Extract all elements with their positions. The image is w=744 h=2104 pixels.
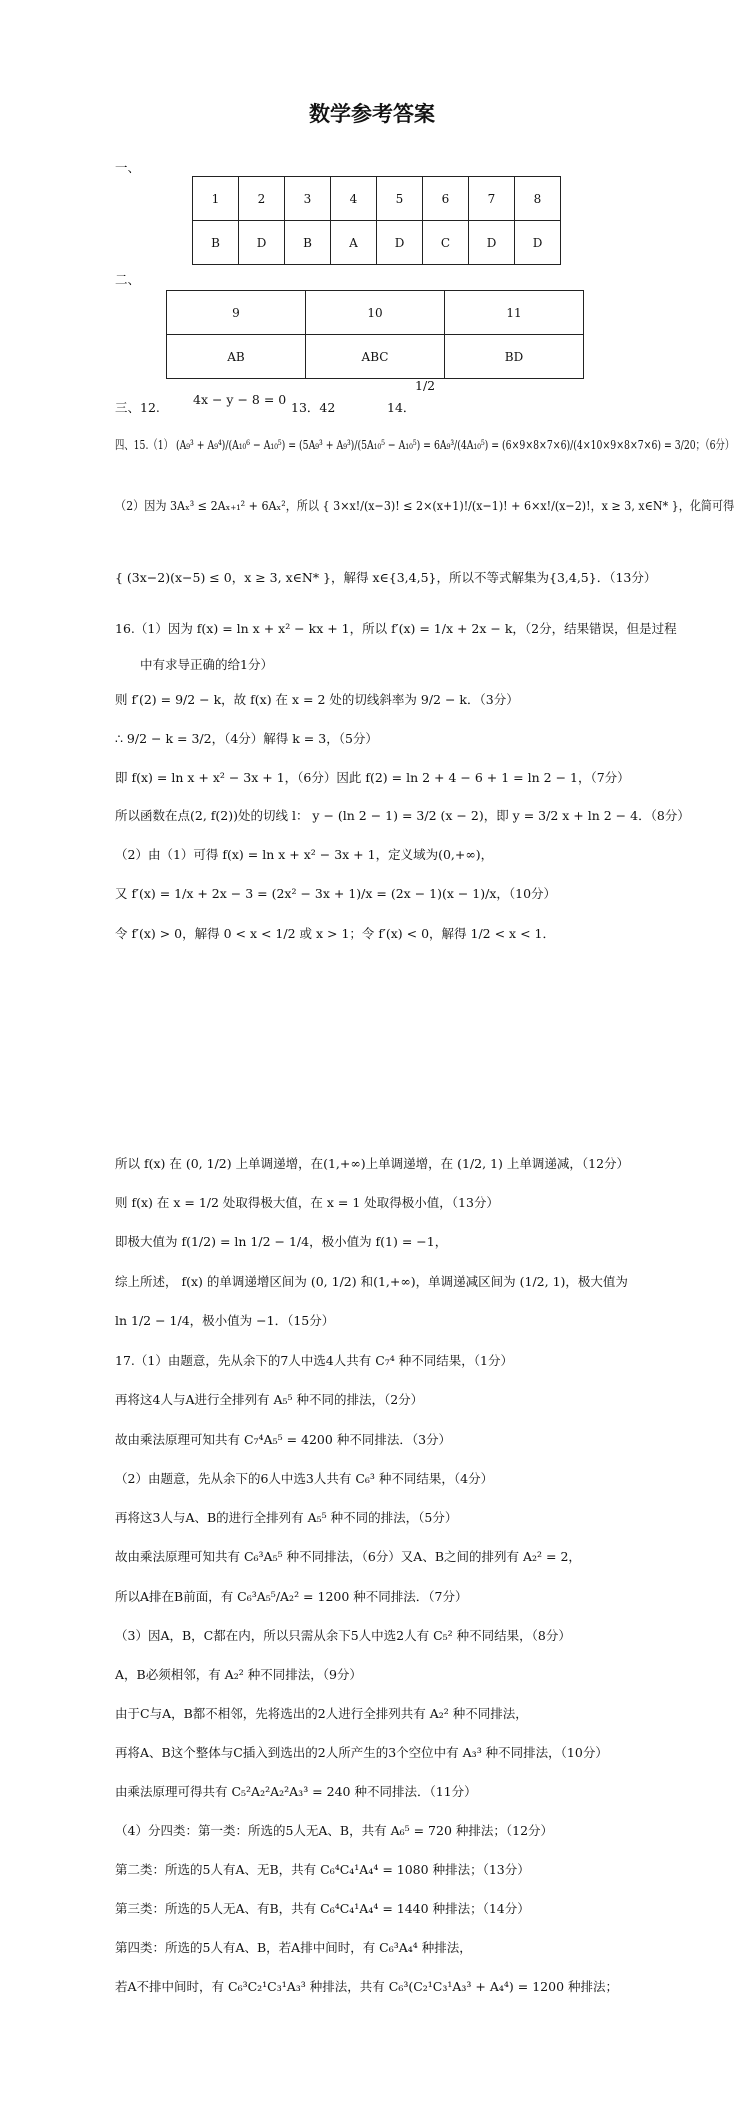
table-cell: 7: [469, 177, 515, 221]
table-cell: 4: [331, 177, 377, 221]
table-cell: 3: [285, 177, 331, 221]
table-cell: ABC: [306, 335, 445, 379]
table-cell: B: [193, 221, 239, 265]
text-line: 则 f′(2) = 9/2 − k，故 f(x) 在 x = 2 处的切线斜率为 9/2 − k．（3分）: [115, 692, 519, 707]
table-row: [167, 335, 584, 379]
table-cell: D: [239, 221, 285, 265]
text-line: 再将这4人与A进行全排列有 A₅⁵ 种不同的排法，（2分）: [115, 1392, 424, 1407]
text-line: 即极大值为 f(1/2) = ln 1/2 − 1/4，极小值为 f(1) = −1，: [115, 1234, 448, 1249]
answer-table-one: [192, 176, 561, 265]
text-line: 再将A、B这个整体与C插入到选出的2人所产生的3个空位中有 A₃³ 种不同排法，（10分）: [115, 1745, 608, 1760]
table-row: [193, 221, 561, 265]
text-line: 所以 f(x) 在 (0, 1/2) 上单调递增，在(1,+∞)上单调递增，在 (1/2, 1) 上单调递减，（12分）: [115, 1156, 630, 1171]
table-row: [167, 291, 584, 335]
text-line: 再将这3人与A、B的进行全排列有 A₅⁵ 种不同的排法，（5分）: [115, 1510, 458, 1525]
text-line: （2）因为 3Aₓ³ ≤ 2Aₓ₊₁² + 6Aₓ²，所以 { 3×x!/(x−3)! ≤ 2×(x+1)!/(x−1)! + 6×x!/(x−2)!，x ≥ 3, x∈N* }，化简可得: [115, 498, 735, 513]
text-line: 由乘法原理可得共有 C₅²A₂²A₂²A₃³ = 240 种不同排法．（11分）: [115, 1784, 477, 1799]
table-cell: 6: [423, 177, 469, 221]
q12-answer: 4x − y − 8 = 0: [193, 392, 287, 407]
text-line: （2）由（1）可得 f(x) = ln x + x² − 3x + 1，定义域为(0,+∞)，: [115, 847, 494, 862]
table-cell: 10: [306, 291, 445, 335]
section-three-label: 三、12.: [115, 400, 160, 415]
section-two-label: 二、: [115, 272, 141, 287]
text-line: 若A不排中间时，有 C₆³C₂¹C₃¹A₃³ 种排法，共有 C₆³(C₂¹C₃¹A₃³ + A₄⁴) = 1200 种排法；: [115, 1979, 618, 1994]
text-line: 故由乘法原理可知共有 C₆³A₅⁵ 种不同排法，（6分）又A、B之间的排列有 A₂² = 2，: [115, 1549, 581, 1564]
q13-answer: 13．42: [291, 400, 336, 415]
text-line: 又 f′(x) = 1/x + 2x − 3 = (2x² − 3x + 1)/x = (2x − 1)(x − 1)/x，（10分）: [115, 886, 557, 901]
text-line: 所以函数在点(2, f(2))处的切线 l： y − (ln 2 − 1) = 3/2 (x − 2)，即 y = 3/2 x + ln 2 − 4．（8分）: [115, 808, 690, 823]
text-line: （4）分四类：第一类：所选的5人无A、B，共有 A₆⁵ = 720 种排法；（12分）: [115, 1823, 554, 1838]
text-line: 综上所述， f(x) 的单调递增区间为 (0, 1/2) 和(1,+∞)，单调递减区间为 (1/2, 1)，极大值为: [115, 1274, 628, 1289]
table-cell: 2: [239, 177, 285, 221]
table-cell: BD: [445, 335, 584, 379]
text-line: 即 f(x) = ln x + x² − 3x + 1，（6分）因此 f(2) = ln 2 + 4 − 6 + 1 = ln 2 − 1，（7分）: [115, 770, 630, 785]
text-line: { (3x−2)(x−5) ≤ 0，x ≥ 3, x∈N* }，解得 x∈{3,4,5}，所以不等式解集为{3,4,5}．（13分）: [115, 570, 657, 585]
text-line: 中有求导正确的给1分）: [140, 657, 273, 672]
text-line: 故由乘法原理可知共有 C₇⁴A₅⁵ = 4200 种不同排法．（3分）: [115, 1432, 452, 1447]
table-cell: AB: [167, 335, 306, 379]
table-row: [193, 177, 561, 221]
table-cell: D: [469, 221, 515, 265]
table-cell: 11: [445, 291, 584, 335]
text-line: 第三类：所选的5人无A、有B，共有 C₆⁴C₄¹A₄⁴ = 1440 种排法；（14分）: [115, 1901, 530, 1916]
text-line: A，B必须相邻，有 A₂² 种不同排法，（9分）: [115, 1667, 362, 1682]
section-three: [115, 378, 436, 416]
answer-table-two: [166, 290, 584, 379]
table-cell: B: [285, 221, 331, 265]
table-cell: 1: [193, 177, 239, 221]
page-title: 数学参考答案: [309, 102, 435, 126]
section-one-label: 一、: [115, 160, 141, 175]
table-cell: C: [423, 221, 469, 265]
text-line: 令 f′(x) > 0，解得 0 < x < 1/2 或 x > 1；令 f′(x) < 0，解得 1/2 < x < 1．: [115, 926, 555, 941]
table-cell: A: [331, 221, 377, 265]
table-cell: 8: [515, 177, 561, 221]
q14-label: 14．: [387, 400, 416, 415]
text-line: 所以A排在B前面，有 C₆³A₅⁵/A₂² = 1200 种不同排法．（7分）: [115, 1589, 468, 1604]
text-line: 第四类：所选的5人有A、B，若A排中间时，有 C₆³A₄⁴ 种排法，: [115, 1940, 472, 1955]
text-line: （3）因A，B，C都在内，所以只需从余下5人中选2人有 C₅² 种不同结果，（8分）: [115, 1628, 571, 1643]
text-line: ∴ 9/2 − k = 3/2，（4分）解得 k = 3，（5分）: [115, 731, 378, 746]
text-line: 则 f(x) 在 x = 1/2 处取得极大值，在 x = 1 处取得极小值，（13分）: [115, 1195, 499, 1210]
table-cell: 5: [377, 177, 423, 221]
text-line: 四、15.（1） (A₉³ + A₉⁴)/(A₁₀⁶ − A₁₀⁵) = (5A₉³ + A₉³)/(5A₁₀⁵ − A₁₀⁵) = 6A₉³/(4A₁₀⁵) = (6×9×8×7×6)/(4×10×9×8×7×6) = 3/20；（6分）: [115, 437, 735, 452]
text-line: 16.（1）因为 f(x) = ln x + x² − kx + 1，所以 f′(x) = 1/x + 2x − k，（2分，结果错误，但是过程: [115, 621, 677, 636]
text-line: ln 1/2 − 1/4，极小值为 −1．（15分）: [115, 1313, 335, 1328]
table-cell: D: [515, 221, 561, 265]
text-line: （2）由题意，先从余下的6人中选3人共有 C₆³ 种不同结果，（4分）: [115, 1471, 494, 1486]
text-line: 17.（1）由题意，先从余下的7人中选4人共有 C₇⁴ 种不同结果，（1分）: [115, 1353, 513, 1368]
q14-answer: 1/2: [415, 378, 436, 393]
text-line: 由于C与A，B都不相邻，先将选出的2人进行全排列共有 A₂² 种不同排法，: [115, 1706, 528, 1721]
table-cell: 9: [167, 291, 306, 335]
table-cell: D: [377, 221, 423, 265]
text-line: 第二类：所选的5人有A、无B，共有 C₆⁴C₄¹A₄⁴ = 1080 种排法；（13分）: [115, 1862, 530, 1877]
